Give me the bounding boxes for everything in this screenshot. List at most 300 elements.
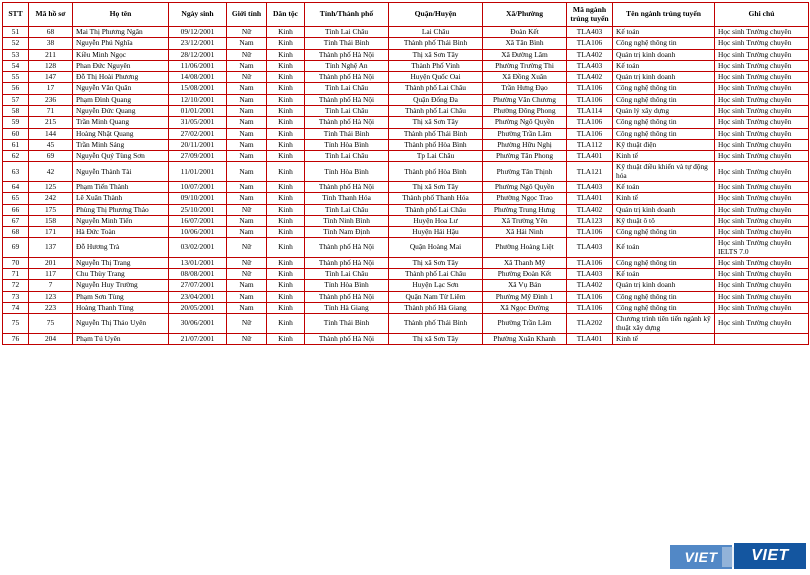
cell-ho-ten: Mai Thị Phương Ngân (73, 27, 169, 38)
cell-tinh-thanh-pho: Thành phố Hà Nội (305, 257, 389, 268)
cell-dan-toc: Kinh (267, 215, 305, 226)
cell-stt: 64 (3, 181, 29, 192)
cell-xa-phuong: Xã Đồng Xuân (483, 72, 567, 83)
cell-dan-toc: Kinh (267, 117, 305, 128)
cell-ten-nganh: Công nghệ thông tin (613, 117, 715, 128)
cell-ho-ten: Nguyễn Văn Quân (73, 83, 169, 94)
cell-tinh-thanh-pho: Tỉnh Hà Giang (305, 303, 389, 314)
column-header-dan-toc: Dân tộc (267, 3, 305, 27)
cell-gioi-tinh: Nam (227, 162, 267, 182)
cell-dan-toc: Kinh (267, 27, 305, 38)
cell-ghi-chu: Học sinh Trường chuyên (715, 49, 809, 60)
cell-xa-phuong: Xã Đường Lâm (483, 49, 567, 60)
table-row (3, 72, 809, 83)
cell-ma-nganh: TLA106 (567, 94, 613, 105)
cell-ho-ten: Phan Đức Nguyên (73, 60, 169, 71)
cell-ten-nganh: Công nghệ thông tin (613, 227, 715, 238)
cell-ma-nganh: TLA401 (567, 151, 613, 162)
table-row (3, 117, 809, 128)
cell-ma-nganh: TLA106 (567, 291, 613, 302)
cell-ngay-sinh: 03/02/2001 (169, 238, 227, 258)
cell-stt: 63 (3, 162, 29, 182)
table-row (3, 27, 809, 38)
table-row (3, 162, 809, 182)
cell-gioi-tinh: Nữ (227, 269, 267, 280)
cell-xa-phuong: Phường Tân Thịnh (483, 162, 567, 182)
cell-dan-toc: Kinh (267, 227, 305, 238)
cell-ghi-chu: Học sinh Trường chuyên (715, 128, 809, 139)
cell-ghi-chu: Học sinh Trường chuyên (715, 193, 809, 204)
cell-ten-nganh: Kế toán (613, 269, 715, 280)
cell-ho-ten: Nguyễn Thị Thảo Uyên (73, 314, 169, 334)
cell-ghi-chu: Học sinh Trường chuyên (715, 38, 809, 49)
cell-gioi-tinh: Nữ (227, 49, 267, 60)
cell-dan-toc: Kinh (267, 303, 305, 314)
cell-tinh-thanh-pho: Tỉnh Lai Châu (305, 105, 389, 116)
cell-ghi-chu: Học sinh Trường chuyên (715, 227, 809, 238)
cell-ho-ten: Hoàng Thanh Tùng (73, 303, 169, 314)
document-page (0, 2, 810, 575)
cell-quan-huyen: Thị xã Sơn Tây (389, 49, 483, 60)
cell-tinh-thanh-pho: Tỉnh Lai Châu (305, 83, 389, 94)
table-row (3, 151, 809, 162)
table-row (3, 269, 809, 280)
column-header-quan-huyen: Quận/Huyện (389, 3, 483, 27)
cell-ghi-chu: Học sinh Trường chuyên (715, 72, 809, 83)
cell-stt: 51 (3, 27, 29, 38)
table-row (3, 181, 809, 192)
cell-tinh-thanh-pho: Tỉnh Thái Bình (305, 128, 389, 139)
cell-ma-nganh: TLA402 (567, 72, 613, 83)
table-row (3, 238, 809, 258)
table-row (3, 49, 809, 60)
cell-quan-huyen: Thị xã Sơn Tây (389, 117, 483, 128)
cell-ho-ten: Trần Minh Quang (73, 117, 169, 128)
cell-tinh-thanh-pho: Tỉnh Ninh Bình (305, 215, 389, 226)
cell-ma-ho-so: 215 (29, 117, 73, 128)
watermark-group (670, 543, 806, 569)
cell-ngay-sinh: 01/01/2001 (169, 105, 227, 116)
cell-stt: 67 (3, 215, 29, 226)
cell-ma-ho-so: 17 (29, 83, 73, 94)
cell-stt: 72 (3, 280, 29, 291)
cell-ho-ten: Nguyễn Minh Tiến (73, 215, 169, 226)
cell-xa-phuong: Xã Ngọc Đường (483, 303, 567, 314)
cell-ma-ho-so: 45 (29, 139, 73, 150)
cell-ghi-chu: Học sinh Trường chuyên (715, 162, 809, 182)
cell-tinh-thanh-pho: Tỉnh Nam Định (305, 227, 389, 238)
cell-ghi-chu: Học sinh Trường chuyên (715, 314, 809, 334)
cell-ma-nganh: TLA403 (567, 181, 613, 192)
cell-quan-huyen: Thành phố Lai Châu (389, 204, 483, 215)
cell-ngay-sinh: 16/07/2001 (169, 215, 227, 226)
cell-dan-toc: Kinh (267, 280, 305, 291)
cell-quan-huyen: Thành phố Hòa Bình (389, 162, 483, 182)
cell-dan-toc: Kinh (267, 257, 305, 268)
cell-ma-ho-so: 117 (29, 269, 73, 280)
cell-ghi-chu: Học sinh Trường chuyên (715, 280, 809, 291)
cell-gioi-tinh: Nữ (227, 333, 267, 344)
cell-stt: 71 (3, 269, 29, 280)
cell-tinh-thanh-pho: Tỉnh Thái Bình (305, 38, 389, 49)
cell-ho-ten: Kiều Minh Ngọc (73, 49, 169, 60)
cell-ma-ho-so: 123 (29, 291, 73, 302)
cell-quan-huyen: Huyện Hải Hậu (389, 227, 483, 238)
cell-ma-ho-so: 201 (29, 257, 73, 268)
cell-stt: 73 (3, 291, 29, 302)
cell-stt: 68 (3, 227, 29, 238)
cell-gioi-tinh: Nam (227, 303, 267, 314)
cell-ten-nganh: Công nghệ thông tin (613, 303, 715, 314)
cell-xa-phuong: Phường Hoàng Liệt (483, 238, 567, 258)
cell-ma-nganh: TLA123 (567, 215, 613, 226)
cell-ngay-sinh: 14/08/2001 (169, 72, 227, 83)
cell-ghi-chu: Học sinh Trường chuyên (715, 269, 809, 280)
cell-ghi-chu: Học sinh Trường chuyên (715, 60, 809, 71)
cell-tinh-thanh-pho: Tỉnh Lai Châu (305, 269, 389, 280)
cell-ten-nganh: Quản trị kinh doanh (613, 280, 715, 291)
column-header-ma-nganh: Mã ngành trúng tuyển (567, 3, 613, 27)
table-row (3, 204, 809, 215)
cell-ngay-sinh: 10/06/2001 (169, 227, 227, 238)
table-header-row (3, 3, 809, 27)
cell-ho-ten: Nguyễn Quý Tùng Sơn (73, 151, 169, 162)
cell-ma-nganh: TLA106 (567, 257, 613, 268)
cell-ho-ten: Phạm Đình Quang (73, 94, 169, 105)
cell-ghi-chu: Học sinh Trường chuyên (715, 27, 809, 38)
cell-xa-phuong: Đoàn Kết (483, 27, 567, 38)
cell-dan-toc: Kinh (267, 333, 305, 344)
cell-ngay-sinh: 25/10/2001 (169, 204, 227, 215)
cell-tinh-thanh-pho: Thành phố Hà Nội (305, 72, 389, 83)
cell-quan-huyen: Thành phố Thanh Hóa (389, 193, 483, 204)
cell-ma-ho-so: 211 (29, 49, 73, 60)
cell-ghi-chu: Học sinh Trường chuyên (715, 117, 809, 128)
cell-dan-toc: Kinh (267, 238, 305, 258)
column-header-ngay-sinh: Ngày sinh (169, 3, 227, 27)
cell-tinh-thanh-pho: Tỉnh Lai Châu (305, 27, 389, 38)
cell-ma-nganh: TLA106 (567, 38, 613, 49)
cell-ghi-chu: Học sinh Trường chuyên (715, 303, 809, 314)
watermark-primary-logo: VIET (734, 543, 806, 569)
cell-ma-nganh: TLA106 (567, 227, 613, 238)
cell-ma-nganh: TLA403 (567, 27, 613, 38)
column-header-ho-ten: Họ tên (73, 3, 169, 27)
cell-ho-ten: Nguyễn Huy Trường (73, 280, 169, 291)
cell-ma-ho-so: 75 (29, 314, 73, 334)
cell-ngay-sinh: 12/10/2001 (169, 94, 227, 105)
cell-stt: 62 (3, 151, 29, 162)
cell-ngay-sinh: 31/05/2001 (169, 117, 227, 128)
cell-gioi-tinh: Nam (227, 117, 267, 128)
column-header-ghi-chu: Ghi chú (715, 3, 809, 27)
cell-ngay-sinh: 20/05/2001 (169, 303, 227, 314)
cell-ngay-sinh: 11/06/2001 (169, 60, 227, 71)
cell-stt: 65 (3, 193, 29, 204)
cell-ngay-sinh: 27/02/2001 (169, 128, 227, 139)
table-row (3, 105, 809, 116)
cell-gioi-tinh: Nam (227, 105, 267, 116)
cell-xa-phuong: Phường Trần Lãm (483, 128, 567, 139)
cell-ho-ten: Nguyễn Thành Tài (73, 162, 169, 182)
cell-quan-huyen: Thành phố Hà Giang (389, 303, 483, 314)
cell-ten-nganh: Quản lý xây dựng (613, 105, 715, 116)
cell-quan-huyen: Lai Châu (389, 27, 483, 38)
cell-ma-ho-so: 171 (29, 227, 73, 238)
cell-gioi-tinh: Nữ (227, 204, 267, 215)
cell-ten-nganh: Quản trị kinh doanh (613, 49, 715, 60)
cell-gioi-tinh: Nam (227, 227, 267, 238)
cell-ghi-chu: Học sinh Trường chuyên (715, 257, 809, 268)
cell-ma-nganh: TLA402 (567, 49, 613, 60)
table-row (3, 314, 809, 334)
cell-tinh-thanh-pho: Tỉnh Hòa Bình (305, 139, 389, 150)
cell-tinh-thanh-pho: Thành phố Hà Nội (305, 238, 389, 258)
cell-stt: 61 (3, 139, 29, 150)
cell-stt: 54 (3, 60, 29, 71)
cell-ten-nganh: Chương trình tiên tiến ngành kỹ thuật xây dựng (613, 314, 715, 334)
cell-ten-nganh: Kinh tế (613, 193, 715, 204)
cell-ten-nganh: Công nghệ thông tin (613, 291, 715, 302)
cell-stt: 75 (3, 314, 29, 334)
table-body (3, 27, 809, 345)
cell-gioi-tinh: Nữ (227, 238, 267, 258)
cell-quan-huyen: Tp Lai Châu (389, 151, 483, 162)
cell-ma-nganh: TLA403 (567, 60, 613, 71)
cell-dan-toc: Kinh (267, 60, 305, 71)
cell-dan-toc: Kinh (267, 291, 305, 302)
cell-dan-toc: Kinh (267, 128, 305, 139)
watermark-secondary-logo: VIET (670, 545, 732, 569)
cell-ma-nganh: TLA106 (567, 83, 613, 94)
cell-quan-huyen: Thị xã Sơn Tây (389, 333, 483, 344)
cell-gioi-tinh: Nam (227, 94, 267, 105)
cell-ngay-sinh: 15/08/2001 (169, 83, 227, 94)
cell-xa-phuong: Xã Vụ Bản (483, 280, 567, 291)
cell-ngay-sinh: 23/12/2001 (169, 38, 227, 49)
cell-tinh-thanh-pho: Tỉnh Lai Châu (305, 151, 389, 162)
cell-ma-ho-so: 38 (29, 38, 73, 49)
cell-dan-toc: Kinh (267, 72, 305, 83)
cell-stt: 60 (3, 128, 29, 139)
cell-dan-toc: Kinh (267, 314, 305, 334)
cell-ten-nganh: Quản trị kinh doanh (613, 72, 715, 83)
cell-ten-nganh: Công nghệ thông tin (613, 128, 715, 139)
cell-ma-ho-so: 137 (29, 238, 73, 258)
cell-ngay-sinh: 21/07/2001 (169, 333, 227, 344)
cell-dan-toc: Kinh (267, 83, 305, 94)
cell-stt: 52 (3, 38, 29, 49)
cell-xa-phuong: Phường Ngô Quyền (483, 181, 567, 192)
column-header-gioi-tinh: Giới tính (227, 3, 267, 27)
cell-ghi-chu: Học sinh Trường chuyên (715, 151, 809, 162)
table-row (3, 139, 809, 150)
cell-gioi-tinh: Nữ (227, 314, 267, 334)
cell-quan-huyen: Thành phố Thái Bình (389, 128, 483, 139)
cell-ma-nganh: TLA403 (567, 269, 613, 280)
cell-tinh-thanh-pho: Tỉnh Nghệ An (305, 60, 389, 71)
cell-ngay-sinh: 30/06/2001 (169, 314, 227, 334)
cell-ho-ten: Đỗ Hương Trà (73, 238, 169, 258)
column-header-ten-nganh: Tên ngành trúng tuyển (613, 3, 715, 27)
cell-ghi-chu: Học sinh Trường chuyên (715, 291, 809, 302)
cell-xa-phuong: Phường Đoàn Kết (483, 269, 567, 280)
cell-ten-nganh: Công nghệ thông tin (613, 83, 715, 94)
cell-ngay-sinh: 23/04/2001 (169, 291, 227, 302)
cell-gioi-tinh: Nam (227, 60, 267, 71)
cell-ma-nganh: TLA106 (567, 128, 613, 139)
cell-quan-huyen: Thành phố Thái Bình (389, 38, 483, 49)
cell-xa-phuong: Phường Mỹ Đình 1 (483, 291, 567, 302)
cell-dan-toc: Kinh (267, 38, 305, 49)
cell-ma-nganh: TLA401 (567, 193, 613, 204)
cell-xa-phuong: Xã Hải Ninh (483, 227, 567, 238)
cell-tinh-thanh-pho: Tỉnh Thái Bình (305, 314, 389, 334)
cell-tinh-thanh-pho: Thành phố Hà Nội (305, 94, 389, 105)
cell-ma-nganh: TLA401 (567, 333, 613, 344)
column-header-xa-phuong: Xã/Phường (483, 3, 567, 27)
cell-ngay-sinh: 20/11/2001 (169, 139, 227, 150)
cell-stt: 70 (3, 257, 29, 268)
cell-ghi-chu: Học sinh Trường chuyên (715, 215, 809, 226)
table-row (3, 94, 809, 105)
cell-ma-nganh: TLA114 (567, 105, 613, 116)
cell-ho-ten: Phạm Tiến Thành (73, 181, 169, 192)
cell-ho-ten: Nguyễn Phú Nghĩa (73, 38, 169, 49)
cell-stt: 57 (3, 94, 29, 105)
cell-quan-huyen: Quận Đống Đa (389, 94, 483, 105)
cell-stt: 69 (3, 238, 29, 258)
cell-ma-ho-so: 204 (29, 333, 73, 344)
cell-xa-phuong: Phường Trường Thi (483, 60, 567, 71)
cell-ngay-sinh: 27/07/2001 (169, 280, 227, 291)
cell-ngay-sinh: 10/07/2001 (169, 181, 227, 192)
cell-ho-ten: Phùng Thị Phương Thảo (73, 204, 169, 215)
cell-quan-huyen: Quận Hoàng Mai (389, 238, 483, 258)
table-row (3, 303, 809, 314)
cell-stt: 53 (3, 49, 29, 60)
cell-quan-huyen: Thành phố Thái Bình (389, 314, 483, 334)
cell-dan-toc: Kinh (267, 105, 305, 116)
cell-gioi-tinh: Nam (227, 139, 267, 150)
cell-dan-toc: Kinh (267, 193, 305, 204)
cell-ma-ho-so: 71 (29, 105, 73, 116)
cell-xa-phuong: Xã Thanh Mỹ (483, 257, 567, 268)
cell-ho-ten: Nguyễn Đức Quang (73, 105, 169, 116)
cell-ho-ten: Đỗ Thị Hoài Phương (73, 72, 169, 83)
cell-gioi-tinh: Nữ (227, 257, 267, 268)
cell-gioi-tinh: Nữ (227, 27, 267, 38)
cell-xa-phuong: Phường Ngô Quyền (483, 117, 567, 128)
cell-ma-ho-so: 125 (29, 181, 73, 192)
table-row (3, 38, 809, 49)
cell-xa-phuong: Xã Tân Bình (483, 38, 567, 49)
cell-ho-ten: Hà Đức Toàn (73, 227, 169, 238)
cell-xa-phuong: Phường Ngọc Trao (483, 193, 567, 204)
cell-tinh-thanh-pho: Tỉnh Thanh Hóa (305, 193, 389, 204)
column-header-tinh-thanh-pho: Tỉnh/Thành phố (305, 3, 389, 27)
cell-ma-ho-so: 68 (29, 27, 73, 38)
cell-ma-ho-so: 144 (29, 128, 73, 139)
cell-stt: 56 (3, 83, 29, 94)
cell-ghi-chu: Học sinh Trường chuyên (715, 181, 809, 192)
cell-gioi-tinh: Nữ (227, 72, 267, 83)
cell-tinh-thanh-pho: Thành phố Hà Nội (305, 291, 389, 302)
cell-ghi-chu: Học sinh Trường chuyên (715, 94, 809, 105)
cell-xa-phuong: Phường Đông Phong (483, 105, 567, 116)
cell-dan-toc: Kinh (267, 204, 305, 215)
table-row (3, 291, 809, 302)
cell-ma-nganh: TLA202 (567, 314, 613, 334)
cell-ma-ho-so: 69 (29, 151, 73, 162)
cell-ma-ho-so: 147 (29, 72, 73, 83)
admitted-students-table (2, 2, 809, 345)
table-row (3, 227, 809, 238)
cell-ten-nganh: Kế toán (613, 27, 715, 38)
cell-ten-nganh: Công nghệ thông tin (613, 257, 715, 268)
cell-ghi-chu: Học sinh Trường chuyên (715, 105, 809, 116)
cell-quan-huyen: Quận Nam Từ Liêm (389, 291, 483, 302)
cell-ho-ten: Lê Xuân Thành (73, 193, 169, 204)
table-row (3, 128, 809, 139)
cell-stt: 74 (3, 303, 29, 314)
cell-ghi-chu: Học sinh Trường chuyên IELTS 7.0 (715, 238, 809, 258)
cell-ma-ho-so: 175 (29, 204, 73, 215)
cell-ten-nganh: Kế toán (613, 60, 715, 71)
cell-xa-phuong: Trần Hưng Đạo (483, 83, 567, 94)
cell-quan-huyen: Thị xã Sơn Tây (389, 257, 483, 268)
cell-stt: 58 (3, 105, 29, 116)
cell-ngay-sinh: 28/12/2001 (169, 49, 227, 60)
cell-ngay-sinh: 08/08/2001 (169, 269, 227, 280)
cell-xa-phuong: Phường Trung Hưng (483, 204, 567, 215)
cell-ma-nganh: TLA106 (567, 117, 613, 128)
cell-ho-ten: Trần Minh Sáng (73, 139, 169, 150)
cell-quan-huyen: Huyện Quốc Oai (389, 72, 483, 83)
cell-ho-ten: Phạm Tú Uyên (73, 333, 169, 344)
table-row (3, 60, 809, 71)
cell-ho-ten: Phạm Sơn Tùng (73, 291, 169, 302)
cell-ten-nganh: Công nghệ thông tin (613, 94, 715, 105)
cell-ma-nganh: TLA106 (567, 303, 613, 314)
cell-quan-huyen: Huyện Hoa Lư (389, 215, 483, 226)
cell-dan-toc: Kinh (267, 181, 305, 192)
cell-ghi-chu: Học sinh Trường chuyên (715, 204, 809, 215)
cell-quan-huyen: Thành Phố Vinh (389, 60, 483, 71)
cell-ma-nganh: TLA121 (567, 162, 613, 182)
cell-stt: 55 (3, 72, 29, 83)
cell-gioi-tinh: Nam (227, 151, 267, 162)
table-row (3, 280, 809, 291)
cell-ten-nganh: Kế toán (613, 238, 715, 258)
cell-ngay-sinh: 13/01/2001 (169, 257, 227, 268)
cell-ngay-sinh: 27/09/2001 (169, 151, 227, 162)
cell-ngay-sinh: 09/12/2001 (169, 27, 227, 38)
cell-gioi-tinh: Nam (227, 38, 267, 49)
cell-ma-ho-so: 223 (29, 303, 73, 314)
cell-ma-ho-so: 42 (29, 162, 73, 182)
cell-ma-ho-so: 128 (29, 60, 73, 71)
cell-stt: 66 (3, 204, 29, 215)
cell-tinh-thanh-pho: Tỉnh Lai Châu (305, 204, 389, 215)
cell-gioi-tinh: Nam (227, 193, 267, 204)
cell-ten-nganh: Kỹ thuật ô tô (613, 215, 715, 226)
cell-xa-phuong: Xã Trường Yên (483, 215, 567, 226)
table-row (3, 333, 809, 344)
cell-stt: 76 (3, 333, 29, 344)
cell-ma-ho-so: 236 (29, 94, 73, 105)
table-row (3, 83, 809, 94)
